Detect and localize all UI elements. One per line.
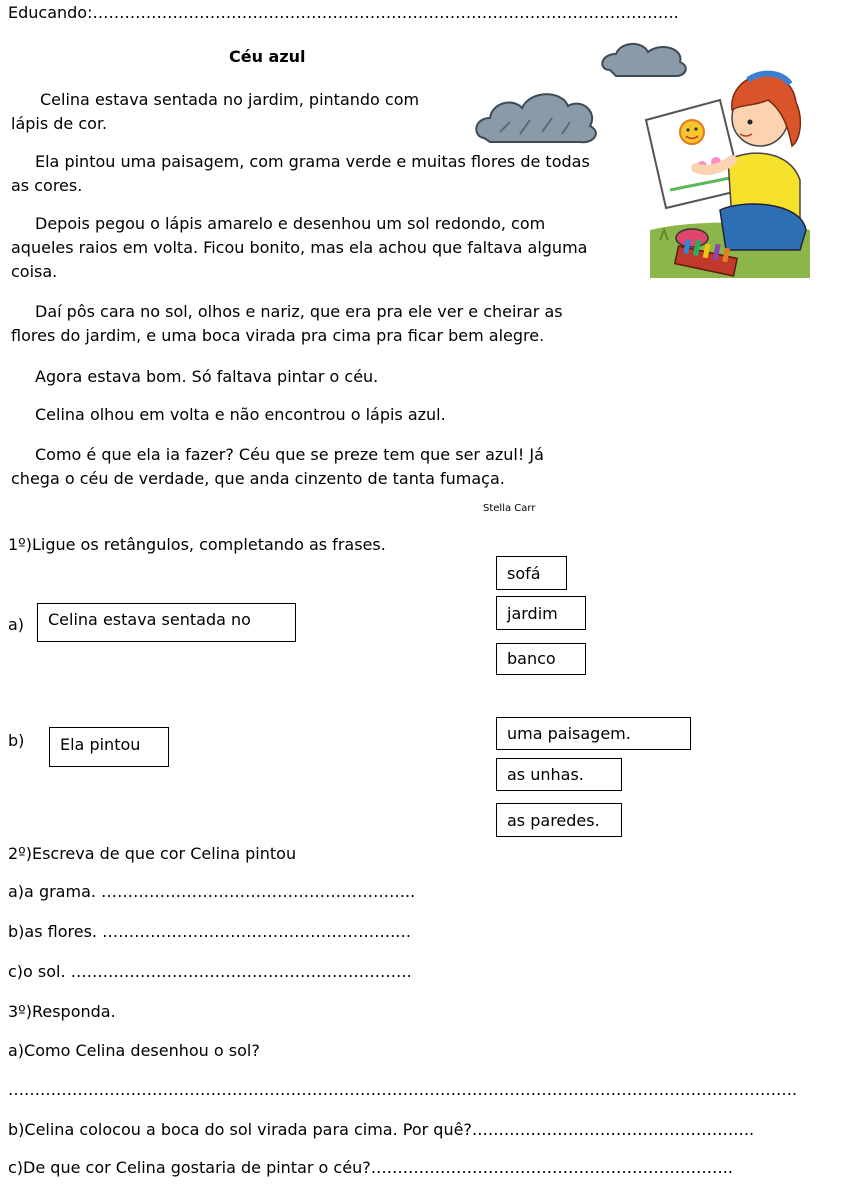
- q3b-question-line[interactable]: b)Celina colocou a boca do sol virada para cima. Por quê?……………………………………………..: [8, 1120, 755, 1139]
- story-line: chega o céu de verdade, que anda cinzento de tanta fumaça.: [11, 469, 505, 488]
- q2-answer-sol[interactable]: c)o sol. ……………………………………………………….: [8, 962, 412, 981]
- q3c-question-line[interactable]: c)De que cor Celina gostaria de pintar o céu?…………………………………………………………..: [8, 1158, 733, 1177]
- q3-prompt: 3º)Responda.: [8, 1002, 116, 1021]
- story-line: lápis de cor.: [11, 114, 108, 133]
- q1a-marker: a): [8, 615, 25, 634]
- story-paragraph-5: [11, 365, 378, 389]
- student-name-field[interactable]: Educando:………………………………………………………………………………………………..: [8, 3, 679, 22]
- story-line: Celina olhou em volta e não encontrou o lápis azul.: [35, 405, 446, 424]
- story-line: Daí pôs cara no sol, olhos e nariz, que era pra ele ver e cheirar as: [35, 302, 563, 321]
- story-author: Stella Carr: [483, 503, 536, 514]
- story-paragraph-3: [11, 212, 587, 284]
- q1a-option-jardim[interactable]: jardim: [496, 596, 586, 630]
- story-paragraph-6: [11, 403, 446, 427]
- q1b-option-paredes[interactable]: as paredes.: [496, 803, 622, 837]
- q1b-option-unhas[interactable]: as unhas.: [496, 758, 622, 791]
- q1b-marker: b): [8, 731, 25, 750]
- q1b-phrase-box[interactable]: Ela pintou: [49, 727, 169, 767]
- cloud-icon: [602, 44, 686, 76]
- story-line: Ela pintou uma paisagem, com grama verde e muitas flores de todas: [35, 152, 590, 171]
- story-paragraph-1: [11, 88, 419, 136]
- q3a-answer-line[interactable]: ………………………………………………………………………………………………………………………………….: [8, 1080, 798, 1099]
- story-line: Agora estava bom. Só faltava pintar o céu.: [35, 367, 379, 386]
- story-line: coisa.: [11, 262, 58, 281]
- q1a-phrase-box[interactable]: Celina estava sentada no: [37, 603, 296, 642]
- story-line: Depois pegou o lápis amarelo e desenhou um sol redondo, com: [35, 214, 546, 233]
- q1-prompt: 1º)Ligue os retângulos, completando as frases.: [8, 535, 386, 554]
- story-paragraph-7: [11, 443, 544, 491]
- q1b-option-paisagem[interactable]: uma paisagem.: [496, 717, 691, 750]
- q1a-option-banco[interactable]: banco: [496, 643, 586, 675]
- q2-answer-flores[interactable]: b)as flores. ……………………………………………….…: [8, 922, 412, 941]
- story-title: Céu azul: [229, 47, 306, 66]
- story-line: as cores.: [11, 176, 83, 195]
- story-line: flores do jardim, e uma boca virada pra cima pra ficar bem alegre.: [11, 326, 545, 345]
- q2-prompt: 2º)Escreva de que cor Celina pintou: [8, 844, 297, 863]
- q1a-option-sofa[interactable]: sofá: [496, 556, 567, 590]
- q3a-question: a)Como Celina desenhou o sol?: [8, 1041, 260, 1060]
- story-line: Celina estava sentada no jardim, pintando com: [40, 90, 420, 109]
- story-line: Como é que ela ia fazer? Céu que se preze tem que ser azul! Já: [35, 445, 544, 464]
- story-line: aqueles raios em volta. Ficou bonito, mas ela achou que faltava alguma: [11, 238, 588, 257]
- cloud-icon: [476, 94, 596, 142]
- q2-answer-grama[interactable]: a)a grama. …………………………………………………..: [8, 882, 416, 901]
- story-paragraph-4: [11, 300, 563, 348]
- story-paragraph-2: [11, 150, 590, 198]
